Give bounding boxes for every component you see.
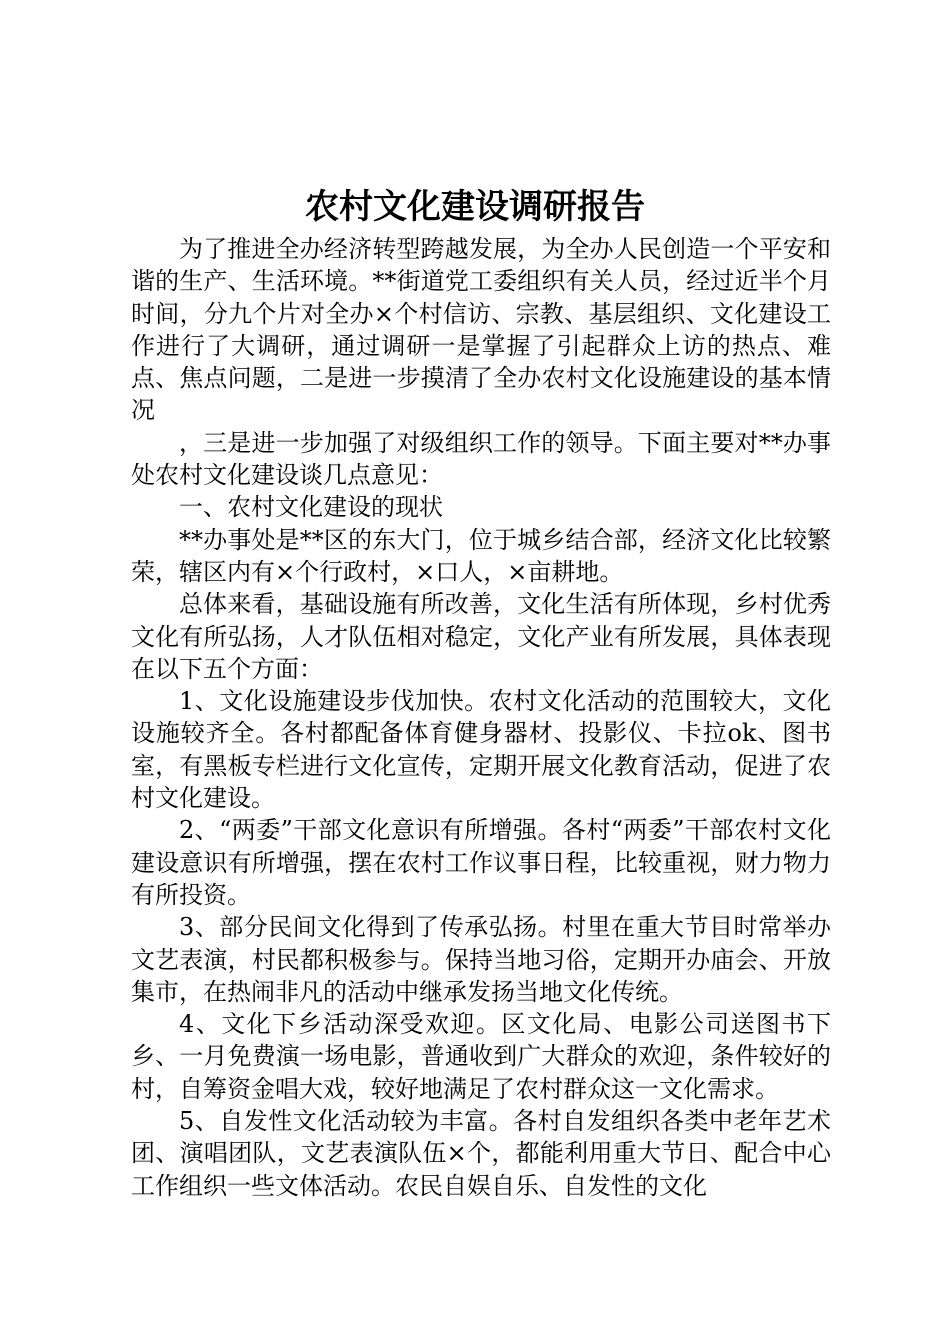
document-body (131, 233, 831, 1202)
paragraph-office-overview: **办事处是**区的东大门，位于城乡结合部，经济文化比较繁荣，辖区内有×个行政村，×口人，×亩耕地。 (131, 525, 831, 586)
list-item-5: 5、自发性文化活动较为丰富。各村自发组织各类中老年艺术团、演唱团队，文艺表演队伍×个，都能利用重大节日、配合中心工作组织一些文体活动。农民自娱自乐、自发性的文化 (131, 1107, 831, 1200)
paragraph-intro: 为了推进全办经济转型跨越发展，为全办人民创造一个平安和谐的生产、生活环境。**街道党工委组织有关人员，经过近半个月时间，分九个片对全办×个村信访、宗教、基层组织、文化建设工作进行了大调研，通过调研一是掌握了引起群众上访的热点、难点、焦点问题，二是进一步摸清了全办农村文化设施建设的基本情况 (131, 235, 831, 425)
paragraph-summary: 总体来看，基础设施有所改善，文化生活有所体现，乡村优秀文化有所弘扬，人才队伍相对稳定，文化产业有所发展，具体表现在以下五个方面： (131, 590, 831, 683)
list-item-2: 2、“两委”干部文化意识有所增强。各村“两委”干部农村文化建设意识有所增强，摆在农村工作议事日程，比较重视，财力物力有所投资。 (131, 816, 831, 909)
list-item-4: 4、文化下乡活动深受欢迎。区文化局、电影公司送图书下乡、一月免费演一场电影，普通收到广大群众的欢迎，条件较好的村，自筹资金唱大戏，较好地满足了农村群众这一文化需求。 (131, 1010, 831, 1103)
paragraph-intro-continued: ，三是进一步加强了对级组织工作的领导。下面主要对**办事处农村文化建设谈几点意见： (131, 428, 831, 490)
document-title: 农村文化建设调研报告 (305, 187, 645, 227)
list-item-1: 1、文化设施建设步伐加快。农村文化活动的范围较大，文化设施较齐全。各村都配备体育健身器材、投影仪、卡拉ok、图书室，有黑板专栏进行文化宣传，定期开展文化教育活动，促进了农村文化建设。 (131, 687, 831, 813)
section-heading-current-status: 一、农村文化建设的现状 (179, 493, 443, 522)
list-item-3: 3、部分民间文化得到了传承弘扬。村里在重大节目时常举办文艺表演，村民都积极参与。保持当地习俗，定期开办庙会、开放集市，在热闹非凡的活动中继承发扬当地文化传统。 (131, 913, 831, 1006)
